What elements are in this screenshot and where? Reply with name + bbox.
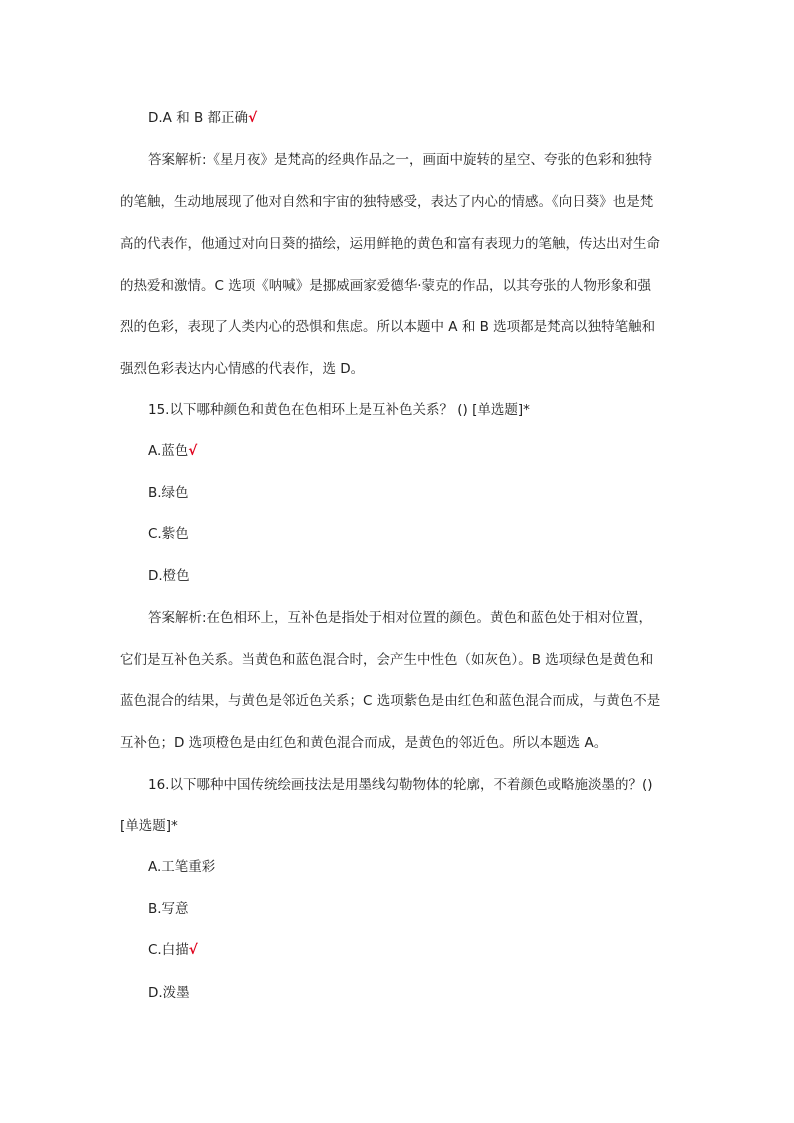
q14-analysis-line-6: 强烈色彩表达内心情感的代表作，选 D。 [120, 361, 365, 377]
q14-analysis-line-2: 的笔触，生动地展现了他对自然和宇宙的独特感受，表达了内心的情感。《向日葵》也是梵 [120, 194, 654, 210]
q14-analysis-line-5: 烈的色彩，表现了人类内心的恐惧和焦虑。所以本题中 A 和 B 选项都是梵高以独特笔触和 [120, 319, 656, 335]
q15-question: 15.以下哪种颜色和黄色在色相环上是互补色关系？ () [单选题]* [148, 402, 530, 418]
q15-option-c: C.紫色 [148, 526, 189, 542]
q15-analysis-line-2: 它们是互补色关系。当黄色和蓝色混合时，会产生中性色（如灰色）。B 选项绿色是黄色和 [120, 652, 654, 668]
correct-check-icon: √ [248, 110, 258, 126]
q16-option-c [0, 941, 794, 959]
q16-question-line-2: [单选题]* [120, 818, 178, 834]
q14-option-d [0, 109, 794, 127]
q15-option-d: D.橙色 [148, 568, 190, 584]
q16-question-line-1: 16.以下哪种中国传统绘画技法是用墨线勾勒物体的轮廓，不着颜色或略施淡墨的？() [148, 777, 653, 793]
q15-analysis-line-3: 蓝色混合的结果，与黄色是邻近色关系；C 选项紫色是由红色和蓝色混合而成，与黄色不是 [120, 693, 661, 709]
q16-option-d: D.泼墨 [148, 985, 190, 1001]
q14-analysis-line-1: 答案解析:《星月夜》是梵高的经典作品之一，画面中旋转的星空、夸张的色彩和独特 [148, 152, 653, 168]
q14-analysis-line-3: 高的代表作，他通过对向日葵的描绘，运用鲜艳的黄色和富有表现力的笔触，传达出对生命 [120, 236, 660, 252]
q16-option-b: B.写意 [148, 901, 189, 917]
correct-check-icon: √ [188, 942, 198, 958]
q16-option-a: A.工笔重彩 [148, 859, 216, 875]
q14-analysis-line-4: 的热爱和激情。C 选项《呐喊》是挪威画家爱德华·蒙克的作品，以其夸张的人物形象和强 [120, 278, 652, 294]
q15-analysis-line-1: 答案解析:在色相环上，互补色是指处于相对位置的颜色。黄色和蓝色处于相对位置， [148, 610, 653, 626]
q15-option-a [0, 442, 794, 460]
q15-analysis-line-4: 互补色；D 选项橙色是由红色和黄色混合而成，是黄色的邻近色。所以本题选 A。 [120, 735, 608, 751]
q15-option-b: B.绿色 [148, 485, 189, 501]
q15-option-a-text: A.蓝色 [148, 443, 189, 459]
q14-option-d-text: D.A 和 B 都正确 [148, 110, 249, 126]
correct-check-icon: √ [188, 443, 198, 459]
q16-option-c-text: C.白描 [148, 942, 189, 958]
